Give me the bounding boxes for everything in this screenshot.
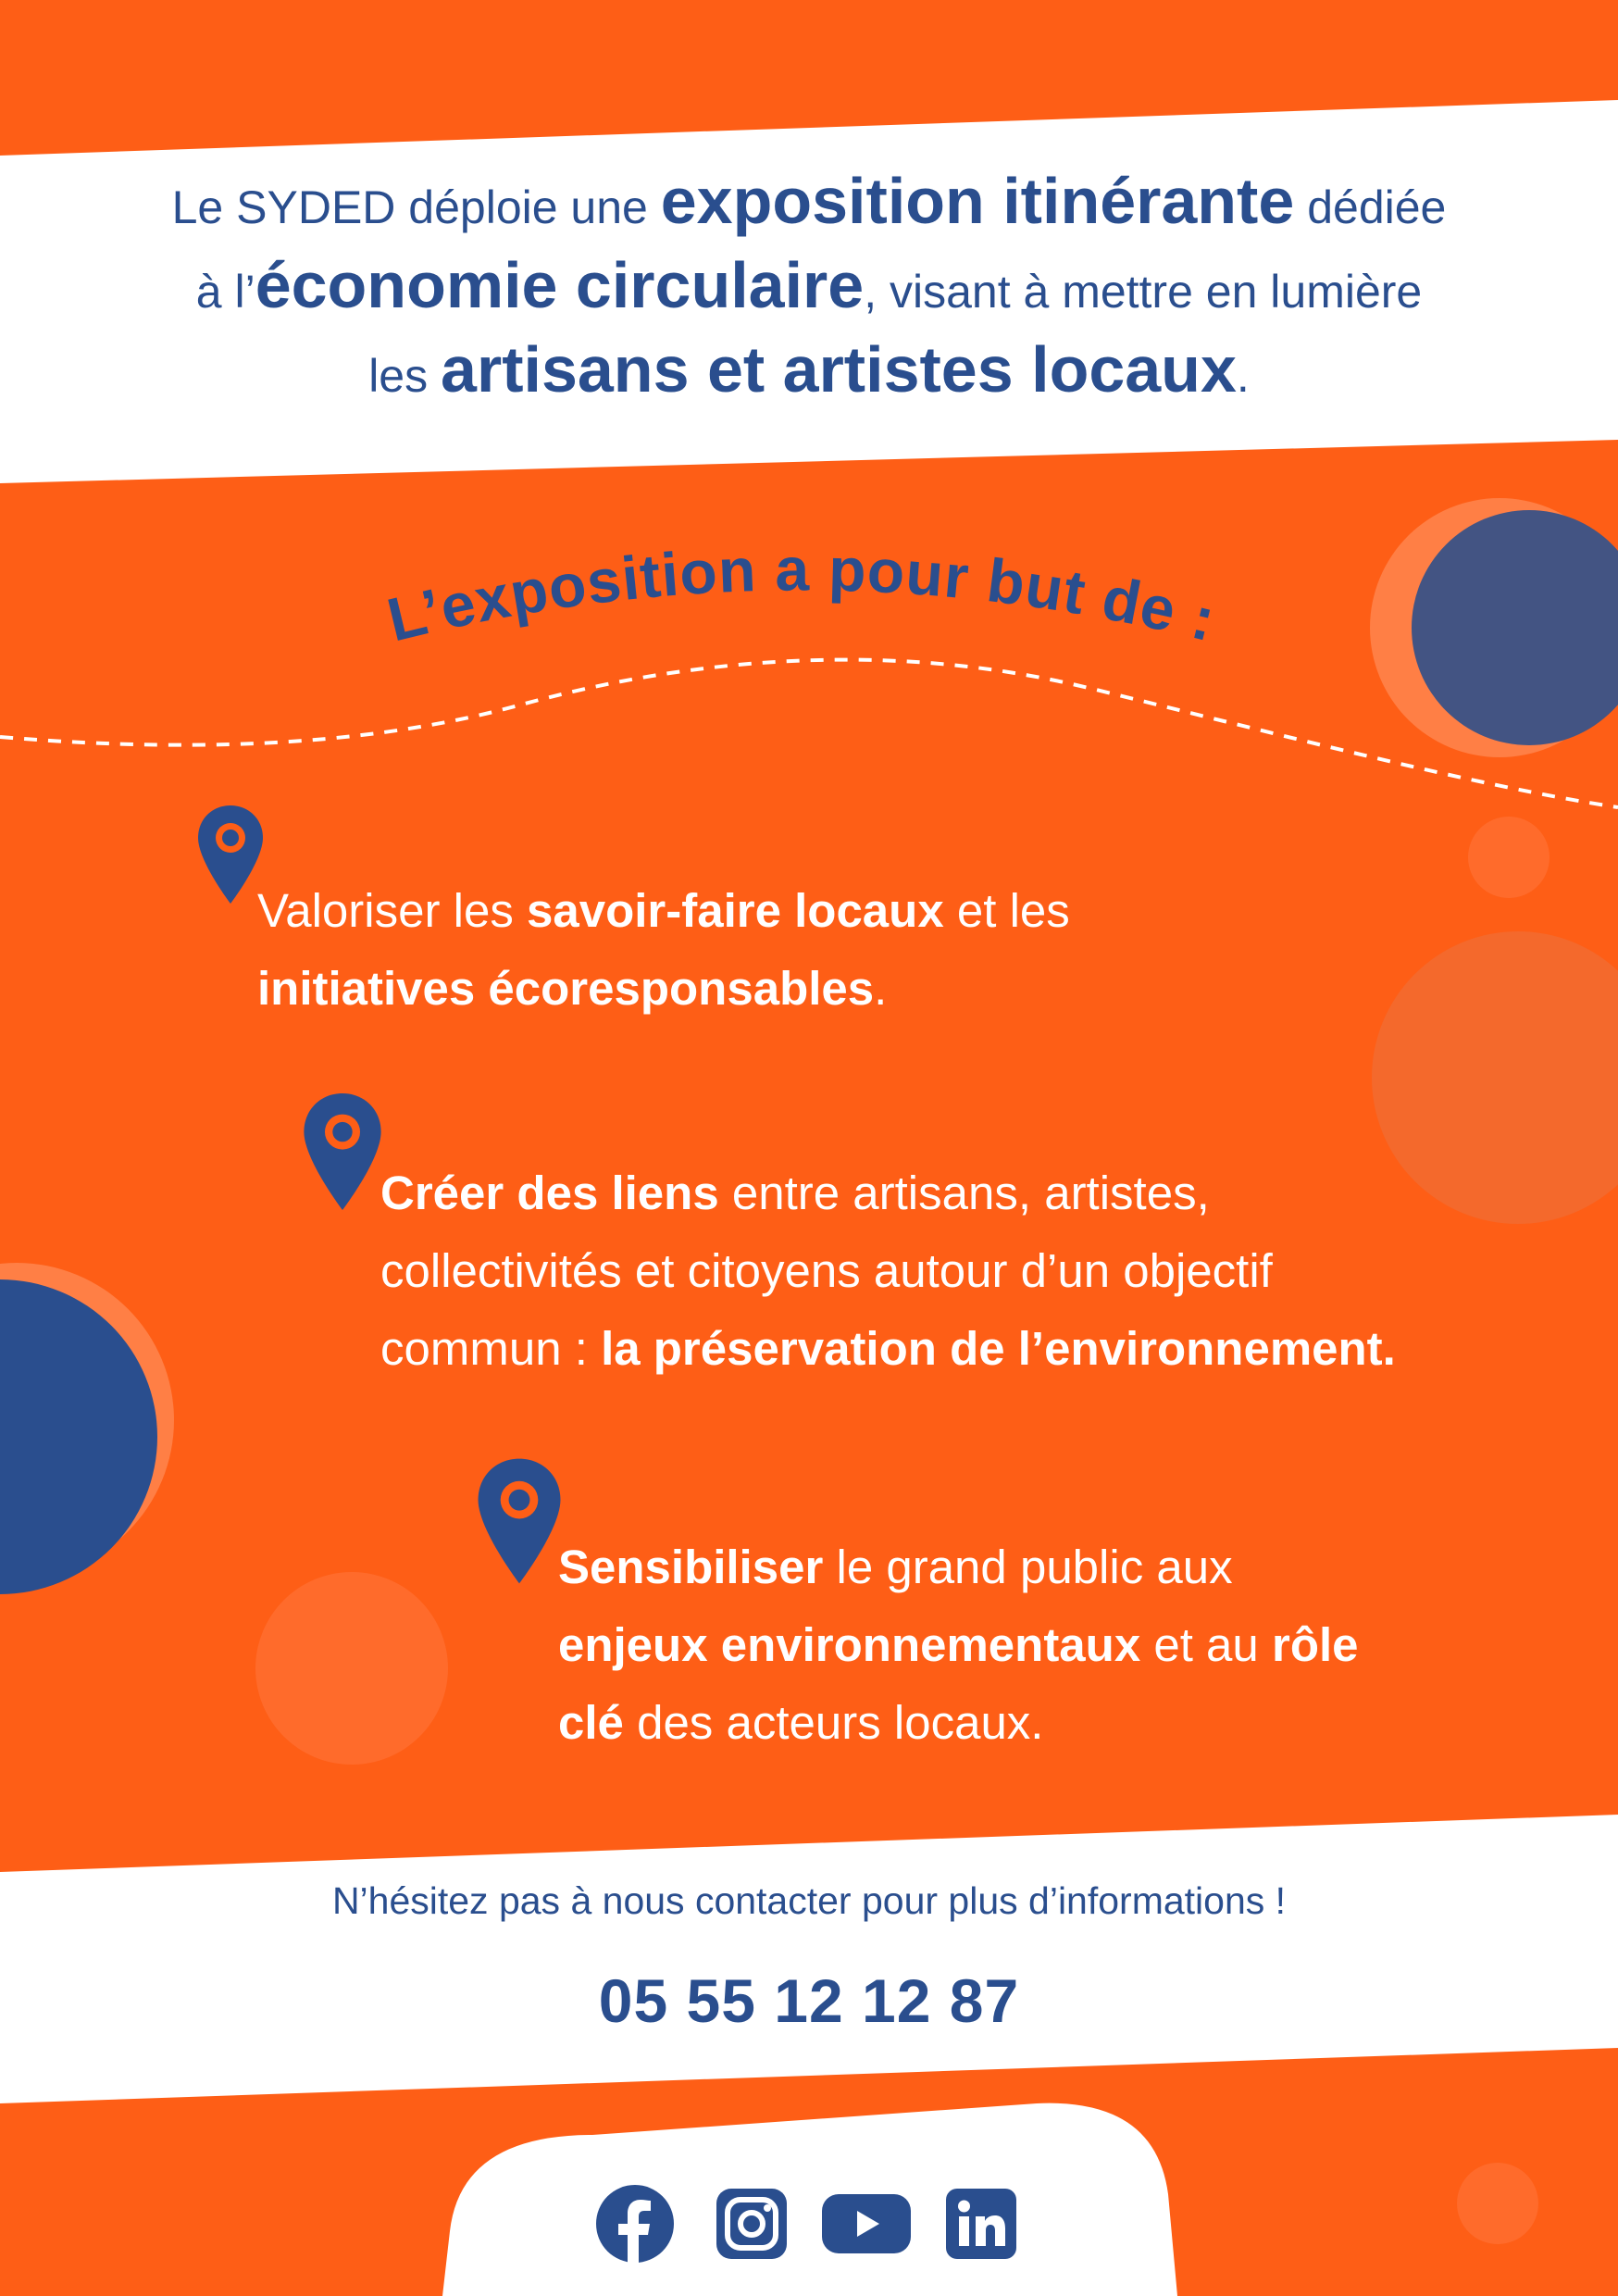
linkedin-icon[interactable] [935,2177,1027,2270]
intro-text: Le SYDED déploie une exposition itinérante dédiée à l’économie circulaire, visant à mettre en lumière les artisans et artistes locaux. [171,165,1447,406]
youtube-icon[interactable] [820,2177,913,2270]
facebook-icon[interactable] [589,2177,681,2270]
goals-headline: L’exposition a pour but de : [380,534,1223,655]
contact-invitation: N’hésitez pas à nous contacter pour plus d’informations ! [331,1879,1287,1922]
goal-item-1: Valoriser les savoir-faire locaux et les initiatives écoresponsables. [257,884,1070,1015]
phone-number[interactable]: 05 55 12 12 87 [598,1966,1020,2035]
deco-circle-faint-3 [255,1572,448,1765]
instagram-icon[interactable] [705,2177,798,2270]
goal-item-3: Sensibiliser le grand public aux enjeux environnementaux et au rôle clé des acteurs locaux. [558,1541,1359,1749]
goal-item-2: Créer des liens entre artisans, artistes, collectivités et citoyens autour d’un objectif commun : la préservation de l’environnement. [380,1167,1396,1375]
deco-circle-faint-1 [1468,817,1550,898]
location-pin-icon [476,1454,563,1589]
location-pin-icon [302,1089,383,1215]
location-pin-icon [196,804,265,905]
deco-circle-faint-4 [1457,2163,1538,2244]
